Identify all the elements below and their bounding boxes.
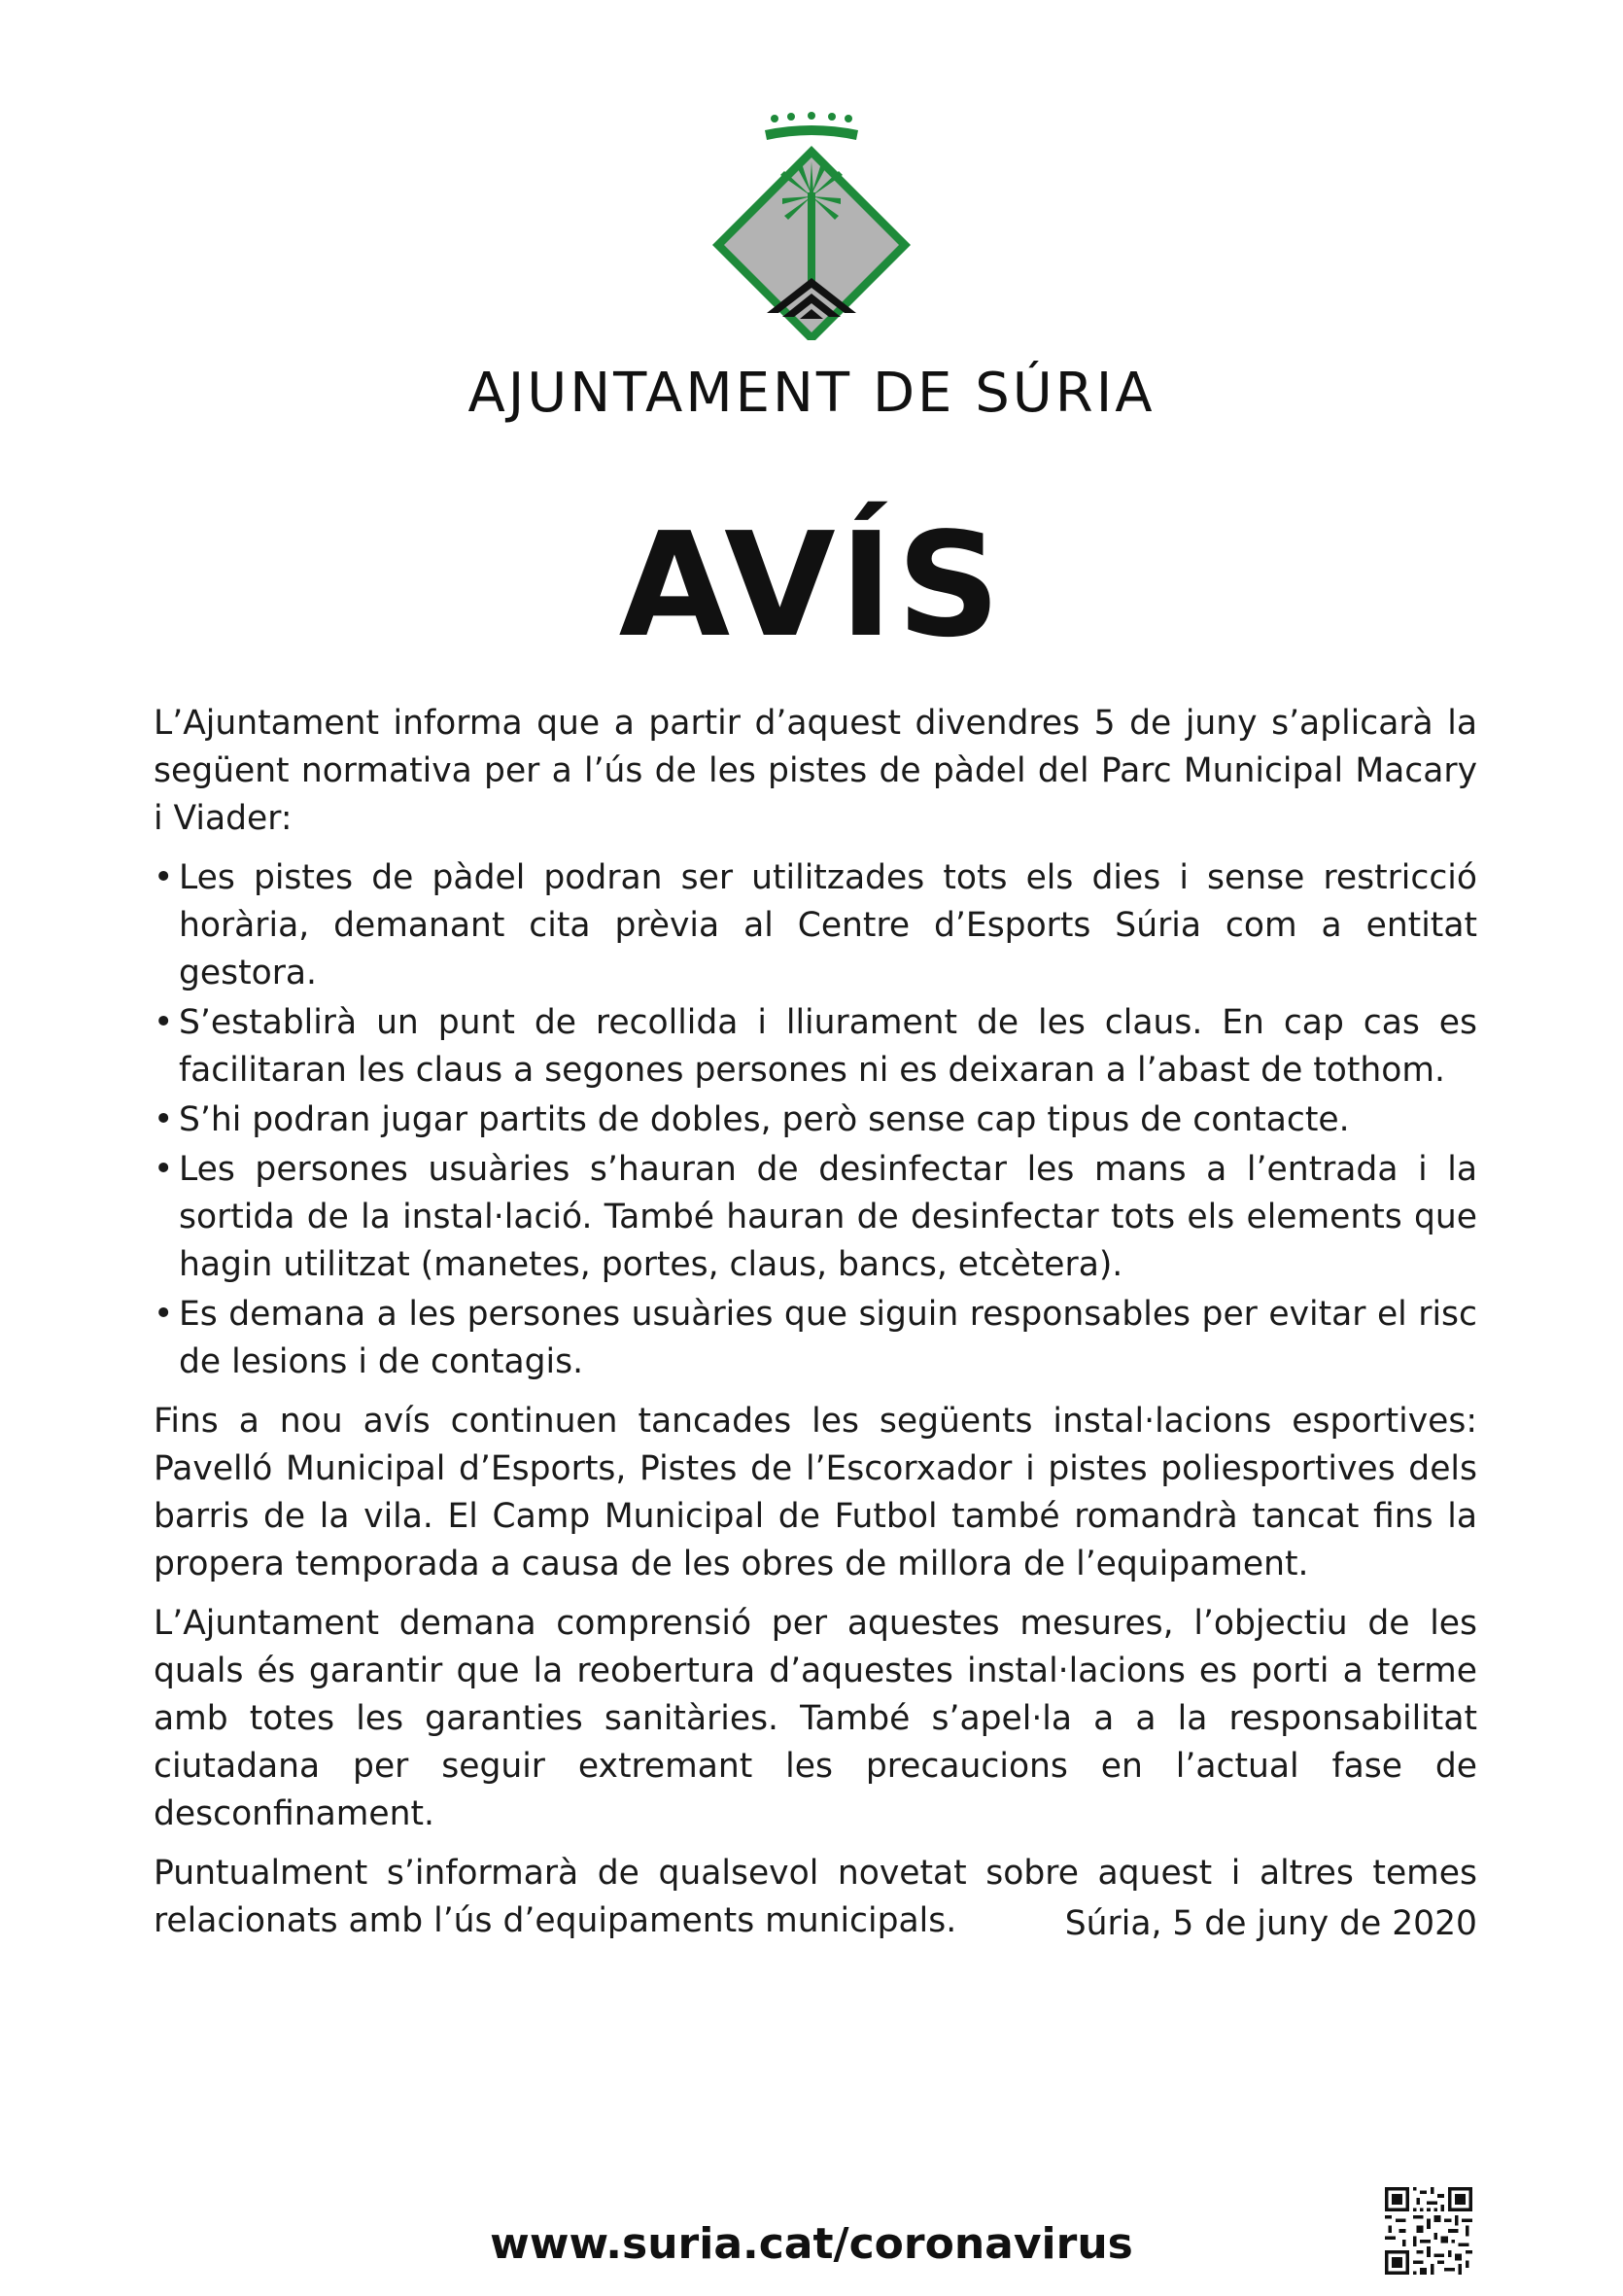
closures-paragraph: Fins a nou avís continuen tancades les següents instal·lacions esportives: Pavelló Municipal d’Esports, Pistes de l’Escorxador i pistes poliesportives dels barris de la vila. El Camp Municipal de Futbol també romandrà tancat fins la propera temporada a causa de les obres de millora de l’equipament.: [154, 1402, 1477, 1583]
organization-name: AJUNTAMENT DE SÚRIA: [467, 362, 1156, 425]
bullet-icon: •: [154, 858, 174, 897]
intro-paragraph: L’Ajuntament informa que a partir d’aquest divendres 5 de juny s’aplicarà la següent normativa per a l’ús de les pistes de pàdel del Parc Municipal Macary i Viader:: [154, 704, 1477, 838]
qr-code-icon: [1385, 2187, 1472, 2275]
list-item: • S’hi podran jugar partits de dobles, però sense cap tipus de contacte.: [154, 1096, 1477, 1144]
rules-list: [154, 854, 1477, 1386]
bullet-icon: •: [154, 1150, 174, 1189]
footer-url-link[interactable]: www.suria.cat/coronavirus: [490, 2219, 1133, 2269]
request-paragraph: L’Ajuntament demana comprensió per aquestes mesures, l’objectiu de les quals és garantir que la reobertura d’aquestes instal·lacions es porti a terme amb totes les garanties sanitàries. També s’apel·la a a la responsabilitat ciutadana per seguir extremant les precaucions en l’actual fase de desconfinament.: [154, 1604, 1477, 1833]
updates-paragraph: Puntualment s’informarà de qualsevol novetat sobre aquest i altres temes relacionats amb l’ús d’equipaments municipals.: [154, 1854, 1477, 1940]
list-item: • S’establirà un punt de recollida i lliurament de les claus. En cap cas es facilitaran les claus a segones persones ni es deixaran a l’abast de tothom.: [154, 999, 1477, 1095]
signature-date: Súria, 5 de juny de 2020: [1064, 1904, 1477, 1943]
bullet-icon: •: [154, 1003, 174, 1042]
bullet-icon: •: [154, 1295, 174, 1334]
list-item: • Es demana a les persones usuàries que siguin responsables per evitar el risc de lesions i de contagis.: [154, 1291, 1477, 1386]
list-item: • Les persones usuàries s’hauran de desinfectar les mans a l’entrada i la sortida de la instal·lació. També hauran de desinfectar tots els elements que hagin utilitzat (manetes, portes, claus, bancs, etcètera).: [154, 1146, 1477, 1289]
municipal-crest-icon: [695, 107, 928, 340]
bullet-icon: •: [154, 1100, 174, 1139]
notice-body: [154, 700, 1477, 1957]
page-title: AVÍS: [618, 502, 1005, 669]
list-item: • Les pistes de pàdel podran ser utilitzades tots els dies i sense restricció horària, demanant cita prèvia al Centre d’Esports Súria com a entitat gestora.: [154, 854, 1477, 997]
